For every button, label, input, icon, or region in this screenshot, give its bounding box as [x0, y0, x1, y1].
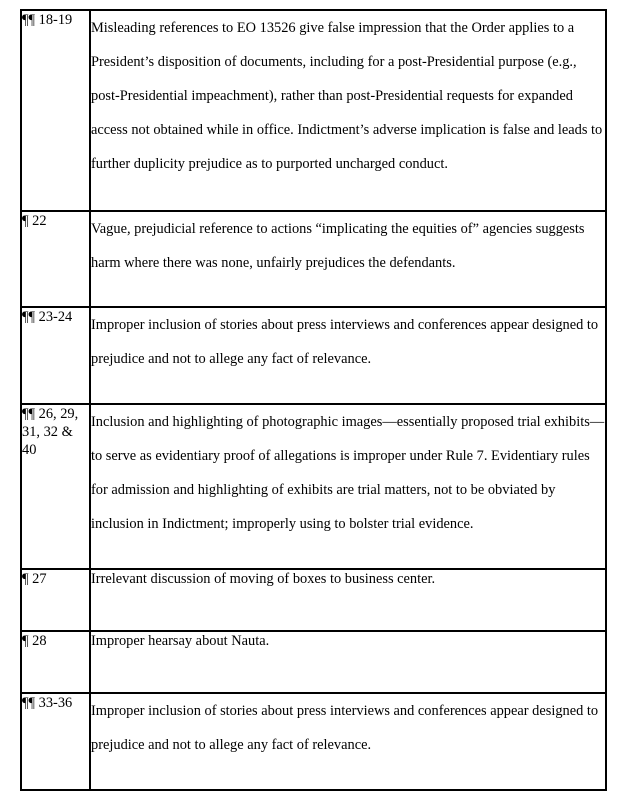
- objection-text: Improper inclusion of stories about press interviews and conferences appear designed to prejudice and not to allege any fact of relevance.: [90, 693, 606, 790]
- paragraph-reference: ¶¶ 18-19: [21, 10, 90, 211]
- table-row: [21, 631, 606, 693]
- paragraph-reference: ¶ 27: [21, 569, 90, 631]
- objection-text: Misleading references to EO 13526 give false impression that the Order applies to a President’s disposition of documents, including for a post-Presidential purpose (e.g., post-Presidential impeachment), rather than post-Presidential requests for expanded access not obtained while in office. Indictment’s adverse implication is false and leads to further duplicity prejudice as to purported uncharged conduct.: [90, 10, 606, 211]
- objections-table: [20, 9, 607, 791]
- paragraph-reference: ¶ 22: [21, 211, 90, 307]
- objection-text: Irrelevant discussion of moving of boxes to business center.: [90, 569, 606, 631]
- table-row: [21, 693, 606, 790]
- objection-text: Inclusion and highlighting of photographic images—essentially proposed trial exhibits—to serve as evidentiary proof of allegations is improper under Rule 7. Evidentiary rules for admission and highlighting of exhibits are trial matters, not to be obviated by inclusion in Indictment; improperly using to bolster trial evidence.: [90, 404, 606, 569]
- paragraph-reference: ¶¶ 33-36: [21, 693, 90, 790]
- table-row: [21, 10, 606, 211]
- objection-text: Vague, prejudicial reference to actions “implicating the equities of” agencies suggests harm where there was none, unfairly prejudices the defendants.: [90, 211, 606, 307]
- table-row: [21, 211, 606, 307]
- table-row: [21, 569, 606, 631]
- paragraph-reference: ¶¶ 26, 29, 31, 32 & 40: [21, 404, 90, 569]
- paragraph-reference: ¶¶ 23-24: [21, 307, 90, 404]
- paragraph-reference: ¶ 28: [21, 631, 90, 693]
- objection-text: Improper hearsay about Nauta.: [90, 631, 606, 693]
- objection-text: Improper inclusion of stories about press interviews and conferences appear designed to prejudice and not to allege any fact of relevance.: [90, 307, 606, 404]
- table-row: [21, 404, 606, 569]
- table-row: [21, 307, 606, 404]
